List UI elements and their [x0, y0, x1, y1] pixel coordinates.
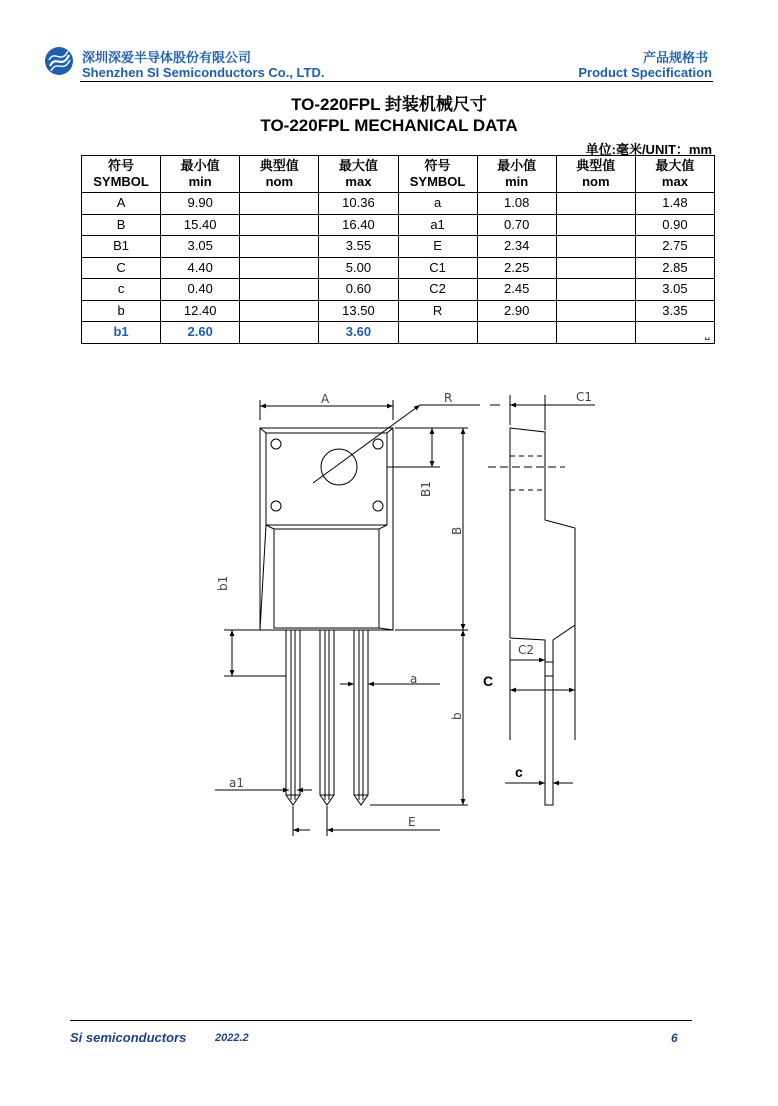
corner-mark: ␣	[704, 329, 710, 340]
table-cell: 3.05	[161, 236, 240, 258]
table-cell: 2.75	[635, 236, 714, 258]
table-cell	[240, 236, 319, 258]
table-header-row	[82, 156, 715, 193]
table-cell: B	[82, 214, 161, 236]
table-cell: E	[398, 236, 477, 258]
table-cell	[477, 322, 556, 344]
table-cell	[240, 300, 319, 322]
table-cell: 2.25	[477, 257, 556, 279]
table-cell	[556, 257, 635, 279]
table-cell	[635, 322, 714, 344]
table-cell: 12.40	[161, 300, 240, 322]
table-cell: 0.70	[477, 214, 556, 236]
mechanical-data-table	[81, 155, 715, 344]
company-logo-icon	[44, 46, 74, 76]
table-row	[82, 214, 715, 236]
dim-label-b1: b1	[216, 575, 230, 591]
table-cell	[240, 257, 319, 279]
table-cell: 9.90	[161, 193, 240, 215]
header-max-2: 最大值 max	[635, 156, 714, 193]
table-row	[82, 300, 715, 322]
table-cell: C	[82, 257, 161, 279]
header-symbol: 符号 SYMBOL	[82, 156, 161, 193]
table-row	[82, 193, 715, 215]
table-cell: C2	[398, 279, 477, 301]
table-cell	[556, 193, 635, 215]
header-min-2: 最小值 min	[477, 156, 556, 193]
table-cell: 0.60	[319, 279, 398, 301]
table-cell: 3.55	[319, 236, 398, 258]
table-cell: b1	[82, 322, 161, 344]
header-symbol-2: 符号 SYMBOL	[398, 156, 477, 193]
table-cell: 15.40	[161, 214, 240, 236]
dim-label-b: b	[450, 712, 464, 720]
package-mechanical-drawing	[200, 380, 610, 850]
table-cell: 0.90	[635, 214, 714, 236]
dim-label-C: C	[483, 673, 494, 689]
table-cell: 2.45	[477, 279, 556, 301]
table-cell: C1	[398, 257, 477, 279]
footer-date: 2022.2	[215, 1032, 249, 1044]
table-cell	[240, 322, 319, 344]
table-cell: 3.35	[635, 300, 714, 322]
table-cell: 2.60	[161, 322, 240, 344]
table-cell	[556, 214, 635, 236]
table-cell: 10.36	[319, 193, 398, 215]
page-title-en: TO-220FPL MECHANICAL DATA	[260, 116, 518, 135]
document-type-en: Product Specification	[578, 65, 712, 80]
table-cell	[240, 193, 319, 215]
table-cell: 4.40	[161, 257, 240, 279]
header-max: 最大值 max	[319, 156, 398, 193]
page-title-cn: TO-220FPL 封装机械尺寸	[291, 95, 487, 114]
dim-label-E: E	[408, 815, 416, 829]
dim-label-a1: a1	[229, 776, 244, 790]
header-nom: 典型值 nom	[240, 156, 319, 193]
table-cell: 2.85	[635, 257, 714, 279]
table-cell	[240, 214, 319, 236]
table-cell	[556, 300, 635, 322]
table-cell	[398, 322, 477, 344]
dim-label-c: c	[515, 764, 523, 780]
dim-label-A: A	[321, 392, 330, 406]
table-cell: 5.00	[319, 257, 398, 279]
table-cell: a	[398, 193, 477, 215]
table-cell: R	[398, 300, 477, 322]
dim-label-R: R	[444, 391, 453, 405]
footer-divider	[70, 1020, 692, 1021]
table-row-highlighted	[82, 322, 715, 344]
header-divider	[80, 81, 713, 82]
table-cell: c	[82, 279, 161, 301]
table-cell: 0.40	[161, 279, 240, 301]
dim-label-B1: B1	[419, 481, 433, 497]
page-number: 6	[671, 1031, 678, 1045]
table-cell	[556, 322, 635, 344]
table-cell: 2.34	[477, 236, 556, 258]
unit-label: 单位:毫米/UNIT：mm	[585, 142, 712, 157]
table-cell: A	[82, 193, 161, 215]
document-type-cn: 产品规格书	[642, 50, 708, 65]
table-cell	[240, 279, 319, 301]
dim-label-C2: C2	[518, 643, 535, 657]
table-cell: 2.90	[477, 300, 556, 322]
table-row	[82, 236, 715, 258]
dim-label-C1: C1	[576, 390, 593, 404]
table-row	[82, 279, 715, 301]
table-cell	[556, 236, 635, 258]
company-name-cn: 深圳深爱半导体股份有限公司	[82, 50, 252, 65]
table-cell: B1	[82, 236, 161, 258]
table-row	[82, 257, 715, 279]
table-cell	[556, 279, 635, 301]
dim-label-a: a	[410, 672, 418, 686]
table-cell: 3.60	[319, 322, 398, 344]
table-cell: b	[82, 300, 161, 322]
company-name-en: Shenzhen SI Semiconductors Co., LTD.	[82, 65, 325, 80]
table-cell: 1.48	[635, 193, 714, 215]
table-cell: 1.08	[477, 193, 556, 215]
table-cell: 16.40	[319, 214, 398, 236]
header-nom-2: 典型值 nom	[556, 156, 635, 193]
footer-company: Si semiconductors	[70, 1030, 187, 1045]
table-cell: 3.05	[635, 279, 714, 301]
dim-label-B: B	[450, 526, 464, 535]
header-min: 最小值 min	[161, 156, 240, 193]
table-cell: 13.50	[319, 300, 398, 322]
table-cell: a1	[398, 214, 477, 236]
